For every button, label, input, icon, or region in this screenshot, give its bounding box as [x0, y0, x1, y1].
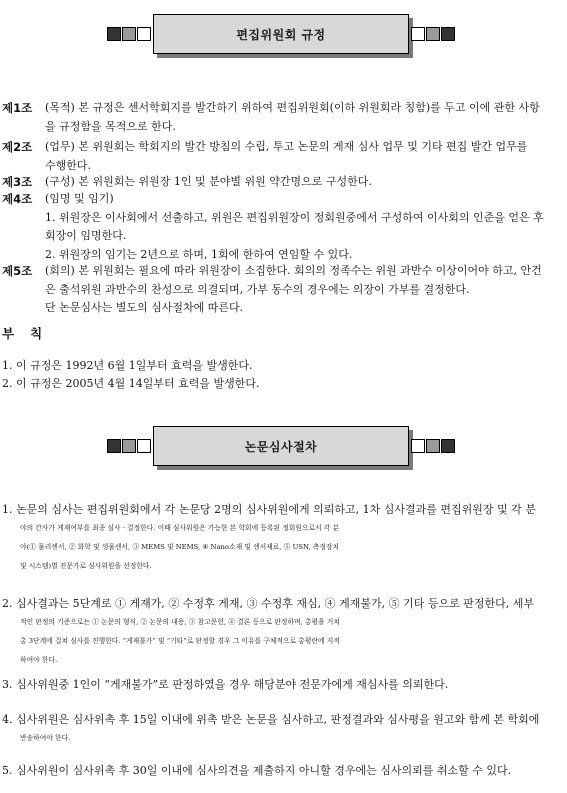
procedure-item-2: [2, 594, 563, 670]
header-banner: [105, 426, 455, 466]
article-text: (회의) 본 위원회는 필요에 따라 위원장이 소집한다. 회의의 정족수는 위원 과반수 이상이어야 하고, 안건: [45, 264, 542, 277]
supplement-heading: 부칙: [2, 326, 59, 341]
banner-square-icon: [122, 439, 136, 453]
article-text: 수행한다.: [45, 158, 92, 172]
banner-square-icon: [426, 27, 440, 41]
procedure-text: 적인 판정의 기준으로는 ① 논문의 형식, ② 논문의 내용, ③ 참고문헌, ④ 결론 등으로 판정하며, 총평을 거쳐: [20, 618, 340, 626]
procedure-text: 및 시스템)별 전문가로 심사위원을 선정한다.: [20, 562, 152, 570]
article-number: 제3조: [2, 175, 33, 189]
procedure-text: 4. 심사위원은 심사위촉 후 15일 이내에 위촉 받은 논문을 심사하고, 판정결과와 심사평을 원고와 함께 본 학회에: [2, 713, 540, 726]
article-number: 제1조: [2, 101, 33, 115]
banner-square-icon: [411, 439, 425, 453]
procedure-item-5: [2, 761, 563, 780]
article-number: 제4조: [2, 192, 33, 206]
banner-square-icon: [137, 439, 151, 453]
procedure-text: 3. 심사위원중 1인이 “게재불가”로 판정하였을 경우 해당분야 전문가에게 재심사를 의뢰한다.: [2, 678, 449, 691]
procedure-text: 반송하여야 한다.: [20, 734, 71, 742]
article-number: 제5조: [2, 264, 33, 278]
procedure-text: 5. 심사위원이 심사위촉 후 30일 이내에 심사의견을 제출하지 아니할 경우에는 심사의뢰를 취소할 수 있다.: [2, 764, 512, 777]
banner-square-icon: [137, 27, 151, 41]
article-text: (구성) 본 위원회는 위원장 1인 및 분야별 위원 약간명으로 구성한다.: [45, 175, 372, 188]
procedure-text: 하여야 한다.: [20, 656, 58, 664]
header-banner: [105, 14, 455, 54]
article-text: (임명 및 임기): [45, 192, 114, 205]
banner-square-icon: [441, 439, 455, 453]
procedure-item-4: [2, 710, 563, 748]
banner-square-icon: [122, 27, 136, 41]
procedure-text: 야(① 물리센서, ② 화학 및 생물센서, ③ MEMS 및 NEMS, ④ Nano소재 및 센서재료, ⑤ USN, 측정장치: [20, 543, 340, 551]
section-title: 편집위원회 규정: [153, 14, 409, 54]
article-text: 회장이 임명한다.: [45, 229, 127, 242]
procedure-text: 2. 심사결과는 5단계로 ① 게재가, ② 수정후 게재, ③ 수정후 재심, ④ 게재불가, ⑤ 기타 등으로 판정한다, 세부: [2, 597, 534, 610]
article-text: 을 규정함을 목적으로 한다.: [45, 119, 176, 133]
procedure-item-1: [2, 500, 563, 576]
article-text: 1. 위원장은 이사회에서 선출하고, 위원은 편집위원장이 정회원중에서 구성하여 이사회의 인준을 얻은 후: [45, 210, 544, 224]
banner-square-icon: [441, 27, 455, 41]
banner-square-icon: [107, 439, 121, 453]
procedure-text: 1. 논문의 심사는 편집위원회에서 각 논문당 2명의 심사위원에게 의뢰하고, 1차 심사결과를 편집위원장 및 각 분: [2, 503, 536, 516]
supplement-item: 2. 이 규정은 2005년 4월 14일부터 효력을 발생한다.: [2, 377, 260, 390]
banner-square-icon: [107, 27, 121, 41]
section-title: 논문심사절차: [153, 426, 409, 466]
article-number: 제2조: [2, 140, 33, 154]
article-text: 단 논문심사는 별도의 심사절차에 따른다.: [45, 301, 244, 314]
article-text: (업무) 본 위원회는 학회지의 발간 방침의 수립, 투고 논문의 게재 심사 업무 및 기타 편집 발간 업무를: [45, 140, 528, 153]
procedure-text: 야의 간사가 게재여부를 최종 심사 · 결정한다. 이때 심사위원은 가능한 본 학회에 등록된 정회원으로서 각 분: [20, 524, 340, 532]
banner-square-icon: [426, 439, 440, 453]
procedure-text: 총 3단계에 걸쳐 심사를 진행한다. “게재불가” 및 “기타”로 판정할 경우 그 이유를 구체적으로 총평란에 지적: [20, 637, 340, 645]
article-text: (목적) 본 규정은 센서학회지를 발간하기 위하여 편집위원회(이하 위원회라 칭함)를 두고 이에 관한 사항: [45, 101, 540, 114]
supplement-item: 1. 이 규정은 1992년 6월 1일부터 효력을 발생한다.: [2, 359, 253, 372]
article-text: 2. 위원장의 임기는 2년으로 하며, 1회에 한하여 연임할 수 있다.: [45, 247, 353, 261]
procedure-item-3: [2, 675, 563, 694]
article-text: 은 출석위원 과반수의 찬성으로 의결되며, 가부 동수의 경우에는 의장이 가부를 결정한다.: [45, 282, 470, 296]
banner-square-icon: [411, 27, 425, 41]
